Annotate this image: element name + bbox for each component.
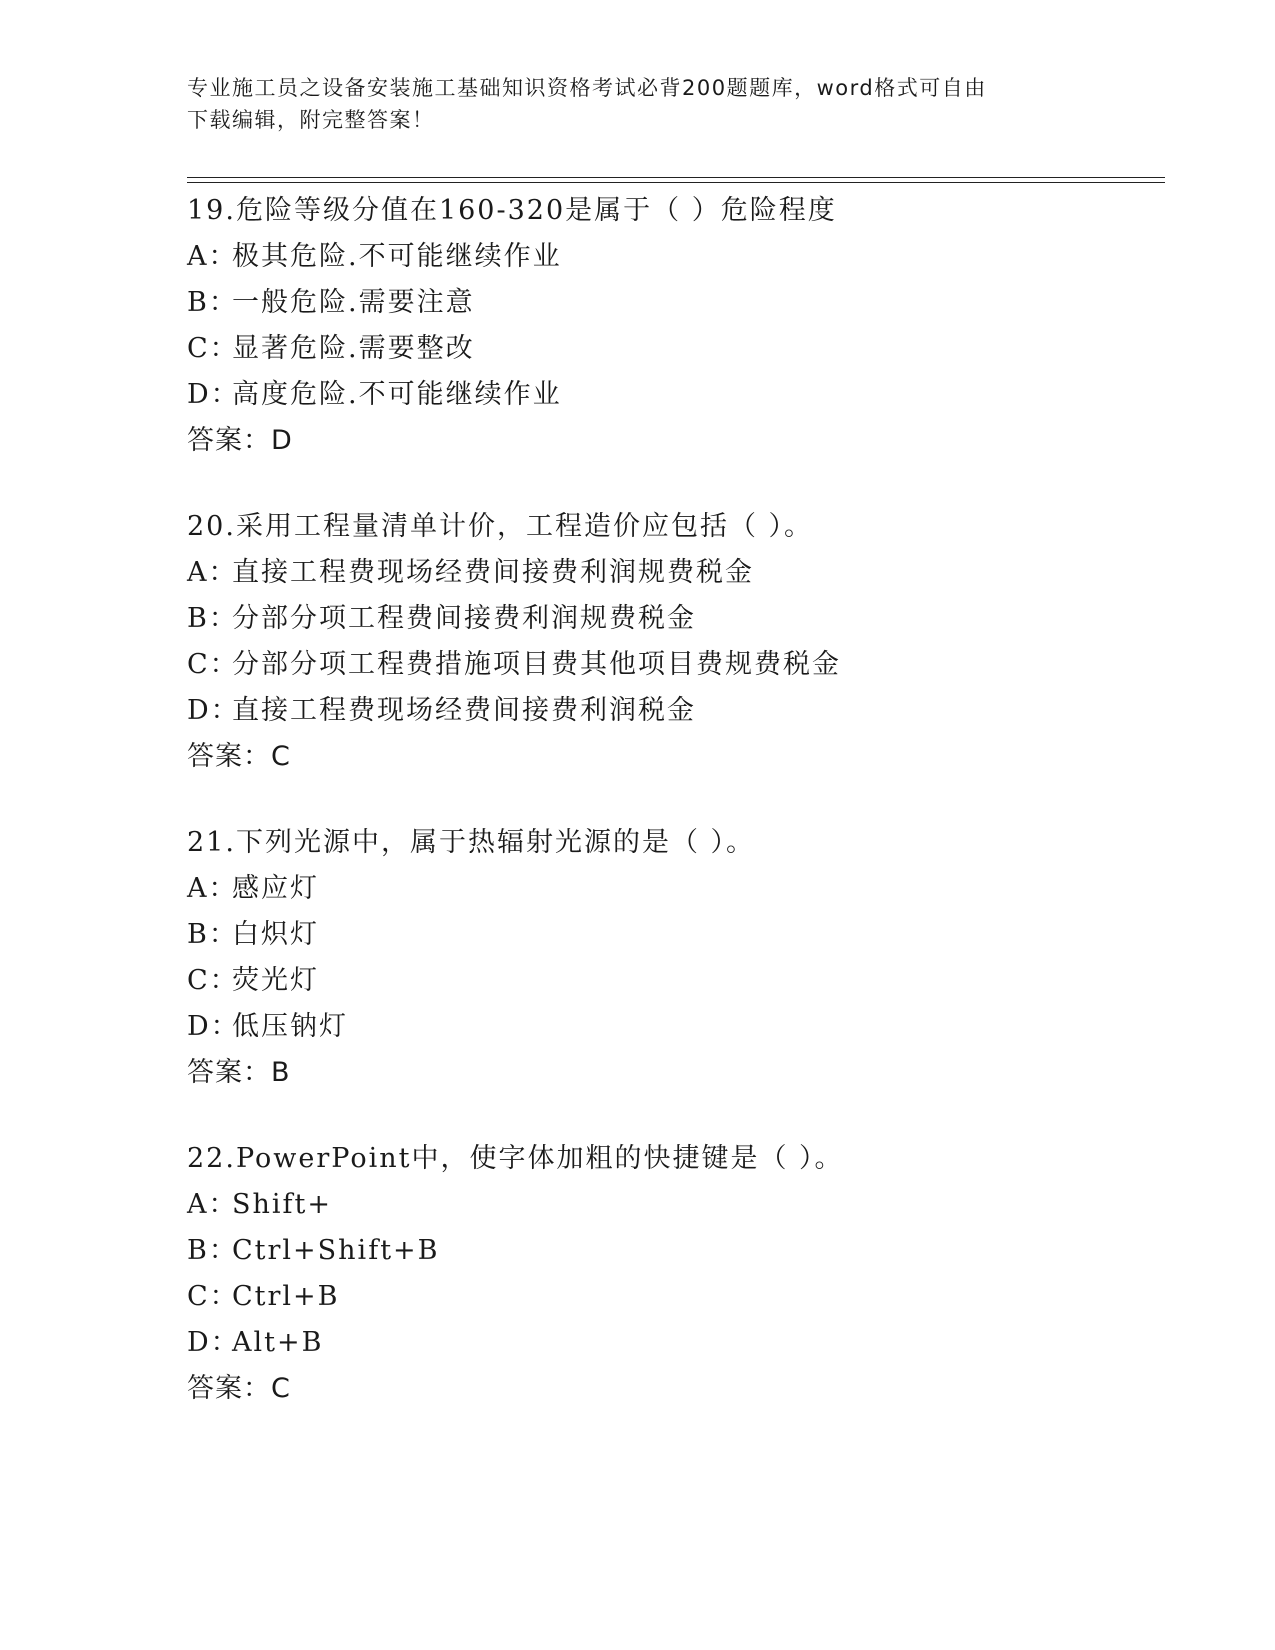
- option-letter: D：: [187, 695, 240, 726]
- question-21: [187, 820, 1147, 1096]
- option-letter: B：: [187, 919, 238, 950]
- option-letter: D：: [187, 1327, 240, 1358]
- header-line-1: 专业施工员之设备安装施工基础知识资格考试必背200题题库，word格式可自由: [187, 76, 987, 100]
- question-19: [187, 188, 1147, 464]
- option-text: 白炽灯: [232, 919, 319, 950]
- header-divider-bottom: [187, 182, 1165, 183]
- option-b: [187, 912, 1147, 958]
- option-text: Ctrl+B: [232, 1281, 340, 1312]
- option-d: [187, 1004, 1147, 1050]
- option-text: 直接工程费现场经费间接费利润税金: [232, 695, 696, 726]
- document-header: [187, 72, 1087, 136]
- option-letter: D：: [187, 379, 240, 410]
- header-divider-top: [187, 177, 1165, 178]
- option-text: 显著危险.需要整改: [232, 333, 475, 364]
- option-b: [187, 596, 1147, 642]
- answer-line: 答案：C: [187, 741, 291, 772]
- option-letter: C：: [187, 649, 239, 680]
- option-text: 极其危险.不可能继续作业: [232, 241, 562, 272]
- option-text: 高度危险.不可能继续作业: [232, 379, 562, 410]
- option-d: [187, 688, 1147, 734]
- option-letter: B：: [187, 603, 238, 634]
- option-c: [187, 958, 1147, 1004]
- option-text: Alt+B: [232, 1327, 324, 1358]
- option-c: [187, 642, 1147, 688]
- header-line-2: 下载编辑，附完整答案！: [187, 108, 435, 132]
- option-text: 分部分项工程费间接费利润规费税金: [232, 603, 696, 634]
- answer-line: 答案：D: [187, 425, 293, 456]
- question-text: 22.PowerPoint中，使字体加粗的快捷键是（ ）。: [187, 1143, 844, 1174]
- option-letter: A：: [187, 1189, 238, 1220]
- question-20: [187, 504, 1147, 780]
- option-letter: A：: [187, 241, 238, 272]
- option-text: Shift+: [232, 1189, 332, 1220]
- option-text: 分部分项工程费措施项目费其他项目费规费税金: [232, 649, 841, 680]
- option-letter: C：: [187, 333, 239, 364]
- option-b: [187, 280, 1147, 326]
- option-letter: B：: [187, 287, 238, 318]
- option-letter: D：: [187, 1011, 240, 1042]
- option-c: [187, 1274, 1147, 1320]
- option-text: 荧光灯: [232, 965, 319, 996]
- option-d: [187, 1320, 1147, 1366]
- option-a: [187, 1182, 1147, 1228]
- option-text: 一般危险.需要注意: [232, 287, 475, 318]
- option-c: [187, 326, 1147, 372]
- question-22: [187, 1136, 1147, 1412]
- option-text: 感应灯: [232, 873, 319, 904]
- answer-line: 答案：B: [187, 1057, 291, 1088]
- option-a: [187, 550, 1147, 596]
- option-d: [187, 372, 1147, 418]
- question-list: [187, 188, 1147, 1452]
- option-text: Ctrl+Shift+B: [232, 1235, 440, 1266]
- option-text: 直接工程费现场经费间接费利润规费税金: [232, 557, 754, 588]
- question-text: 21.下列光源中，属于热辐射光源的是（ ）。: [187, 827, 756, 858]
- option-b: [187, 1228, 1147, 1274]
- option-text: 低压钠灯: [232, 1011, 348, 1042]
- option-letter: B：: [187, 1235, 238, 1266]
- option-a: [187, 234, 1147, 280]
- question-text: 19.危险等级分值在160-320是属于（ ）危险程度: [187, 195, 837, 226]
- option-a: [187, 866, 1147, 912]
- question-text: 20.采用工程量清单计价，工程造价应包括（ ）。: [187, 511, 814, 542]
- option-letter: C：: [187, 965, 239, 996]
- option-letter: A：: [187, 557, 238, 588]
- option-letter: C：: [187, 1281, 239, 1312]
- answer-line: 答案：C: [187, 1373, 291, 1404]
- option-letter: A：: [187, 873, 238, 904]
